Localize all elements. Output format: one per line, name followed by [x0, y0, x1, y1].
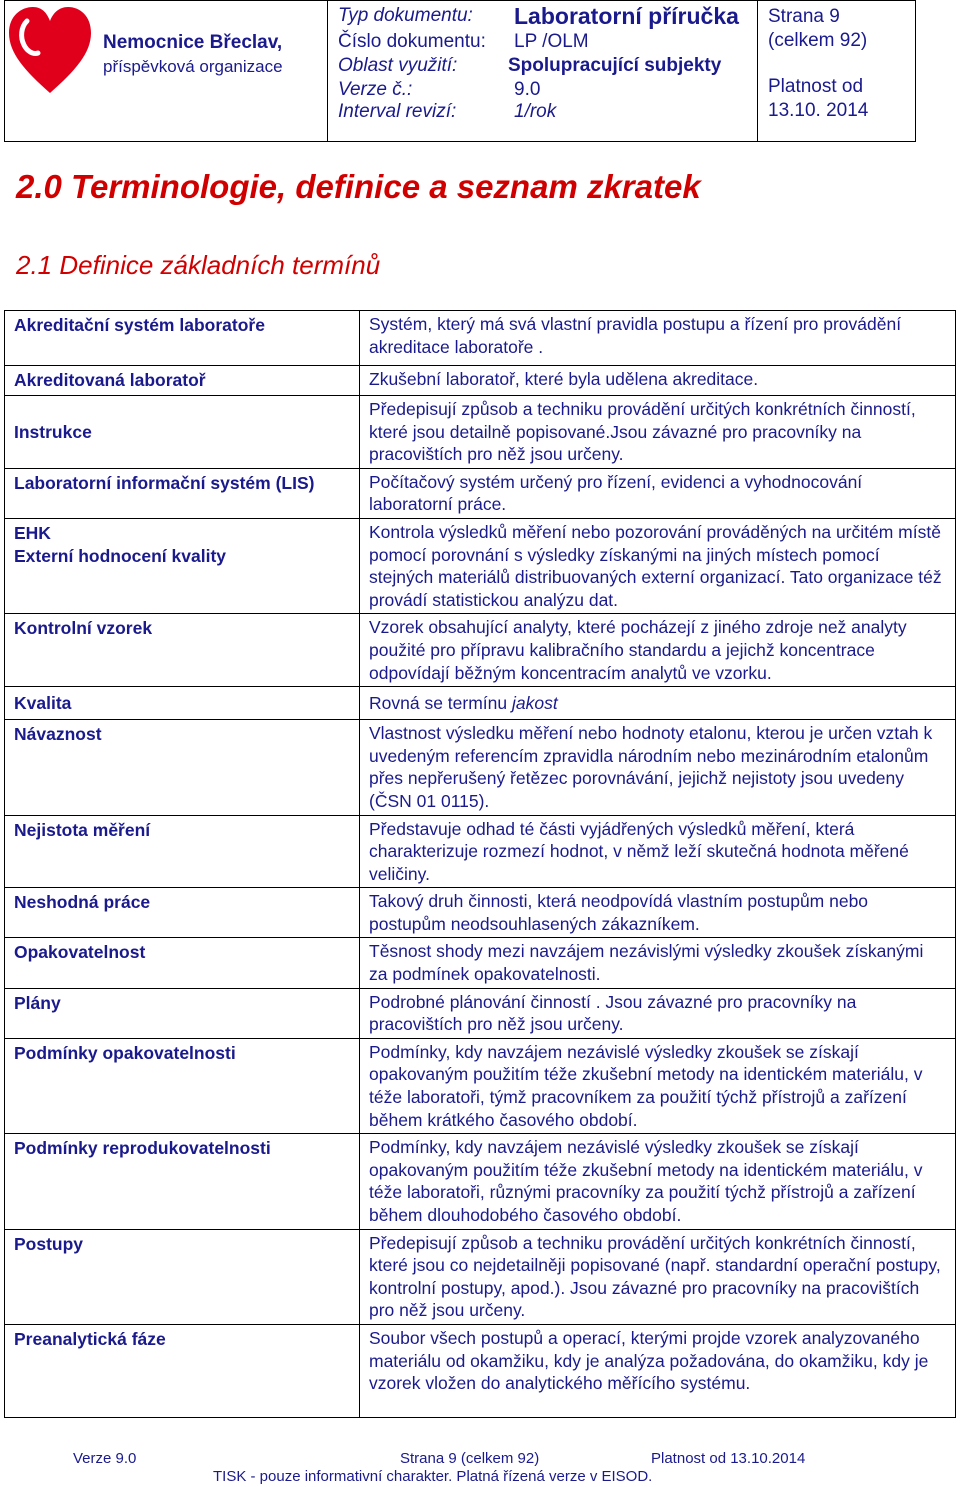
- term-abbreviation: EHK: [14, 522, 51, 543]
- definition-cell: Podrobné plánování činností . Jsou závazné pro pracovníky na pracovištích pro něž jsou určeny.: [360, 988, 956, 1038]
- page-total: (celkem 92): [768, 30, 868, 51]
- definition-cell: Počítačový systém určený pro řízení, evidenci a vyhodnocování laboratorní práce.: [360, 468, 956, 518]
- interval-value: 1/rok: [514, 101, 557, 122]
- table-row: [5, 1038, 956, 1133]
- definition-cell: Podmínky, kdy navzájem nezávislé výsledky zkoušek se získají opakovaným použitím téže zkušební metody na identickém materiálu, v téže laboratoři, různými pracovníky za použití týchž přístrojů a zařízení během dlouhodobého časového období.: [360, 1134, 956, 1229]
- definition-cell: Vzorek obsahující analyty, které pocházejí z jiného zdroje než analyty použité pro přípravu kalibračního standardu a jejichž koncentrace odpovídají běžným koncentracím analytů ve vzorku.: [360, 614, 956, 687]
- table-row: [5, 687, 956, 720]
- term-cell: Akreditační systém laboratoře: [5, 311, 360, 366]
- term-cell: Laboratorní informační systém (LIS): [5, 468, 360, 518]
- table-row: [5, 614, 956, 687]
- definition-cell: Zkušební laboratoř, které byla udělena akreditace.: [360, 366, 956, 396]
- organization-block: [103, 31, 328, 78]
- term-cell: Neshodná práce: [5, 888, 360, 938]
- term-cell: Kvalita: [5, 687, 360, 720]
- doc-number-label: Číslo dokumentu:: [338, 31, 486, 52]
- definition-cell: Systém, který má svá vlastní pravidla postupu a řízení pro provádění akreditace laboratoře .: [360, 311, 956, 366]
- table-row: [5, 1324, 956, 1417]
- interval-label: Interval revizí:: [338, 101, 457, 122]
- definition-cell: Těsnost shody mezi navzájem nezávislými výsledky zkoušek získanými za podmínek opakovatelnosti.: [360, 938, 956, 988]
- term-cell: Plány: [5, 988, 360, 1038]
- definition-cell: [360, 687, 956, 720]
- subsection-heading: 2.1 Definice základních termínů: [16, 250, 381, 280]
- term-full-name: Externí hodnocení kvality: [14, 545, 226, 566]
- page-number: Strana 9: [768, 6, 840, 27]
- term-cell: Nejistota měření: [5, 815, 360, 888]
- header-divider: [327, 1, 328, 141]
- page-info: [768, 5, 868, 123]
- definitions-table: [4, 310, 956, 1418]
- definition-text: Rovná se termínu: [369, 692, 512, 713]
- term-cell: Návaznost: [5, 720, 360, 815]
- spacer: [768, 53, 868, 75]
- term-cell: Podmínky reprodukovatelnosti: [5, 1134, 360, 1229]
- definition-cell: Předepisují způsob a techniku provádění určitých konkrétních činností, které jsou co nejdetailněji popisované (např. standardní operační postupy, kontrolní postupy, apod.). Jsou závazné pro pracovníky na pracovištích pro něž jsou určeny.: [360, 1229, 956, 1324]
- document-header: [4, 0, 916, 142]
- area-label: Oblast využití:: [338, 55, 458, 76]
- organization-subtitle: příspěvková organizace: [103, 57, 283, 76]
- organization-name: Nemocnice Břeclav,: [103, 32, 283, 53]
- footer-version: Verze 9.0: [73, 1450, 137, 1467]
- table-row: [5, 1134, 956, 1229]
- term-cell: Opakovatelnost: [5, 938, 360, 988]
- table-row: [5, 518, 956, 613]
- area-value: Spolupracující subjekty: [508, 55, 722, 76]
- definition-cell: Předepisují způsob a techniku provádění určitých konkrétních činností, které jsou detailně popisované.Jsou závazné pro pracovníky na pracovištích pro něž jsou určeny.: [360, 396, 956, 469]
- table-row: [5, 366, 956, 396]
- version-value: 9.0: [514, 79, 541, 100]
- valid-label: Platnost od: [768, 76, 864, 97]
- table-row: [5, 720, 956, 815]
- valid-date: 13.10. 2014: [768, 100, 869, 121]
- term-cell: Podmínky opakovatelnosti: [5, 1038, 360, 1133]
- doc-type-label: Typ dokumentu:: [338, 5, 473, 26]
- footer-valid: Platnost od 13.10.2014: [651, 1450, 806, 1467]
- table-row: [5, 396, 956, 469]
- table-row: [5, 468, 956, 518]
- section-heading: 2.0 Terminologie, definice a seznam zkratek: [16, 168, 701, 205]
- version-label: Verze č.:: [338, 79, 413, 100]
- table-row: [5, 311, 956, 366]
- table-row: [5, 1229, 956, 1324]
- term-cell: Kontrolní vzorek: [5, 614, 360, 687]
- definition-cell: Takový druh činnosti, která neodpovídá vlastním postupům nebo postupům neodsouhlasených zákazníkem.: [360, 888, 956, 938]
- table-row: [5, 888, 956, 938]
- footer-page: Strana 9 (celkem 92): [400, 1450, 540, 1467]
- definition-cell: Podmínky, kdy navzájem nezávislé výsledky zkoušek se získají opakovaným použitím téže zkušební metody na identickém materiálu, v téže laboratoři, týmž pracovníkem za použití týchž přístrojů a zařízení během krátkého časového období.: [360, 1038, 956, 1133]
- definition-italic-text: jakost: [511, 692, 558, 713]
- doc-number-value: LP /OLM: [514, 31, 589, 52]
- table-row: [5, 938, 956, 988]
- table-row: [5, 988, 956, 1038]
- definition-cell: Vlastnost výsledku měření nebo hodnoty etalonu, kterou je určen vztah k uvedeným referencím zpravidla národním nebo mezinárodním etalonům přes nepřerušený řetězec porovnávání, jejichž nejistoty jsou uvedeny (ČSN 01 0115).: [360, 720, 956, 815]
- definition-cell: Soubor všech postupů a operací, kterými projde vzorek analyzovaného materiálu od okamžiku, kdy je analýza požadována, do okamžiku, kdy je vzorek vložen do analytického měřícího systému.: [360, 1324, 956, 1417]
- doc-type-value: Laboratorní příručka: [514, 3, 739, 29]
- definition-cell: Kontrola výsledků měření nebo pozorování prováděných na určitém místě pomocí porovnání s výsledky získanými na jiných místech pomocí stejných materiálů distribuovaných externí organizací. Tato organizace též provádí statistickou analýzu dat.: [360, 518, 956, 613]
- term-cell: Postupy: [5, 1229, 360, 1324]
- footer-note: TISK - pouze informativní charakter. Platná řízená verze v EISOD.: [213, 1468, 653, 1485]
- header-divider: [757, 1, 758, 141]
- term-cell: Akreditovaná laboratoř: [5, 366, 360, 396]
- hospital-heart-logo-icon: [5, 1, 95, 101]
- table-row: [5, 815, 956, 888]
- term-cell: Preanalytická fáze: [5, 1324, 360, 1417]
- term-cell: Instrukce: [5, 396, 360, 469]
- term-cell: [5, 518, 360, 613]
- definition-cell: Představuje odhad té části vyjádřených výsledků měření, která charakterizuje rozmezí hodnot, v němž leží skutečná hodnota měřené veličiny.: [360, 815, 956, 888]
